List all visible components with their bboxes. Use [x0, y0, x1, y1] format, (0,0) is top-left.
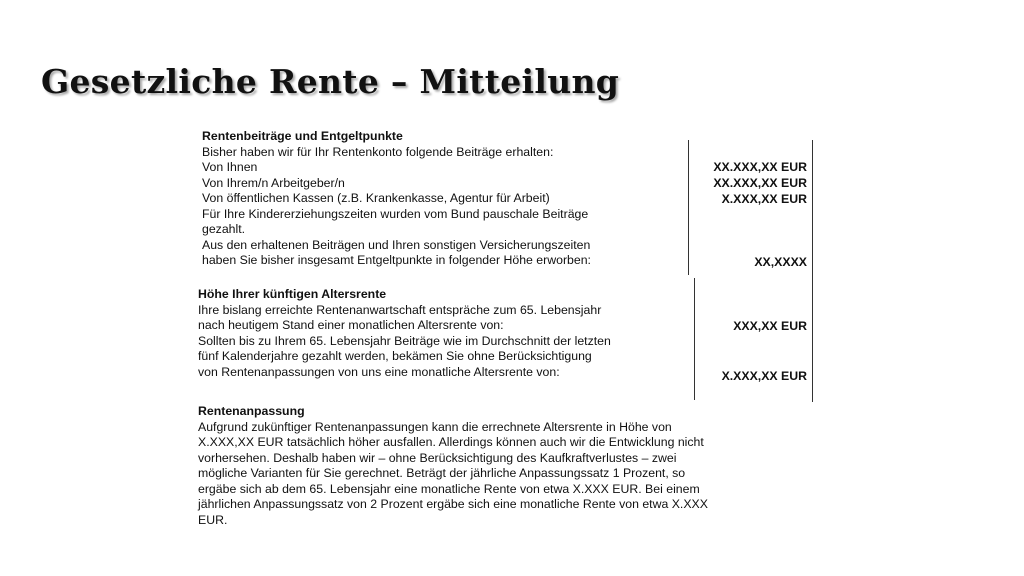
text-line: fünf Kalenderjahre gezahlt werden, bekämen Sie ohne Berücksichtigung [198, 349, 592, 363]
slide-title: Gesetzliche Rente – Mitteilung [41, 62, 620, 101]
value-column-right-border [812, 140, 813, 402]
text-line: ergäbe sich ab dem 65. Lebensjahr eine monatliche Rente von etwa X.XXX EUR. Bei einem [198, 481, 700, 496]
text-line: EUR. [198, 512, 228, 527]
value-von-ihnen: XX.XXX,XX EUR [713, 160, 807, 174]
text-line: vorhersehen. Deshalb haben wir – ohne Berücksichtigung des Kaufkraftverlustes – zwei [198, 450, 677, 465]
value-entgeltpunkte: XX,XXXX [754, 255, 807, 269]
section-rentenanpassung [198, 404, 708, 528]
text-line: mögliche Varianten für Sie gerechnet. Beträgt der jährliche Anpassungssatz 1 Prozent, so [198, 466, 686, 480]
text-line: Von öffentlichen Kassen (z.B. Krankenkasse, Agentur für Arbeit) [202, 191, 550, 205]
text-line: Ihre bislang erreichte Rentenanwartschaft entspräche zum 65. Lebensjahr [198, 302, 602, 317]
text-line: gezahlt. [202, 222, 246, 236]
text-line: Für Ihre Kindererziehungszeiten wurden vom Bund pauschale Beiträge [202, 206, 589, 221]
text-line: Von Ihrem/n Arbeitgeber/n [202, 175, 345, 190]
text-line: Von Ihnen [202, 160, 258, 174]
section-entgeltpunkte [202, 129, 591, 269]
value-aktuelle-rente: XXX,XX EUR [733, 319, 807, 333]
text-line: jährlichen Anpassungssatz von 2 Prozent ergäbe sich eine monatliche Rente von etwa X.XXX [198, 497, 708, 511]
text-line: Aus den erhaltenen Beiträgen und Ihren sonstigen Versicherungszeiten [202, 237, 591, 252]
value-arbeitgeber: XX.XXX,XX EUR [713, 176, 807, 190]
text-line: Sollten bis zu Ihrem 65. Lebensjahr Beiträge wie im Durchschnitt der letzten [198, 333, 611, 348]
text-line: nach heutigem Stand einer monatlichen Altersrente von: [198, 318, 504, 332]
section-heading: Rentenbeiträge und Entgeltpunkte [202, 129, 403, 143]
section-heading: Höhe Ihrer künftigen Altersrente [198, 287, 387, 301]
text-line: haben Sie bisher insgesamt Entgeltpunkte in folgender Höhe erworben: [202, 253, 591, 267]
text-line: Aufgrund zukünftiger Rentenanpassungen kann die errechnete Altersrente in Höhe von [198, 419, 672, 434]
text-line: X.XXX,XX EUR tatsächlich höher ausfallen. Allerdings können auch wir die Entwicklung nicht [198, 435, 704, 449]
text-line: Bisher haben wir für Ihr Rentenkonto folgende Beiträge erhalten: [202, 144, 554, 159]
section-altersrente [198, 287, 611, 380]
section-heading: Rentenanpassung [198, 404, 305, 418]
value-oeffentliche-kassen: X.XXX,XX EUR [721, 192, 807, 206]
text-line: von Rentenanpassungen von uns eine monatliche Altersrente von: [198, 364, 560, 379]
value-kuenftige-rente: X.XXX,XX EUR [721, 369, 807, 383]
